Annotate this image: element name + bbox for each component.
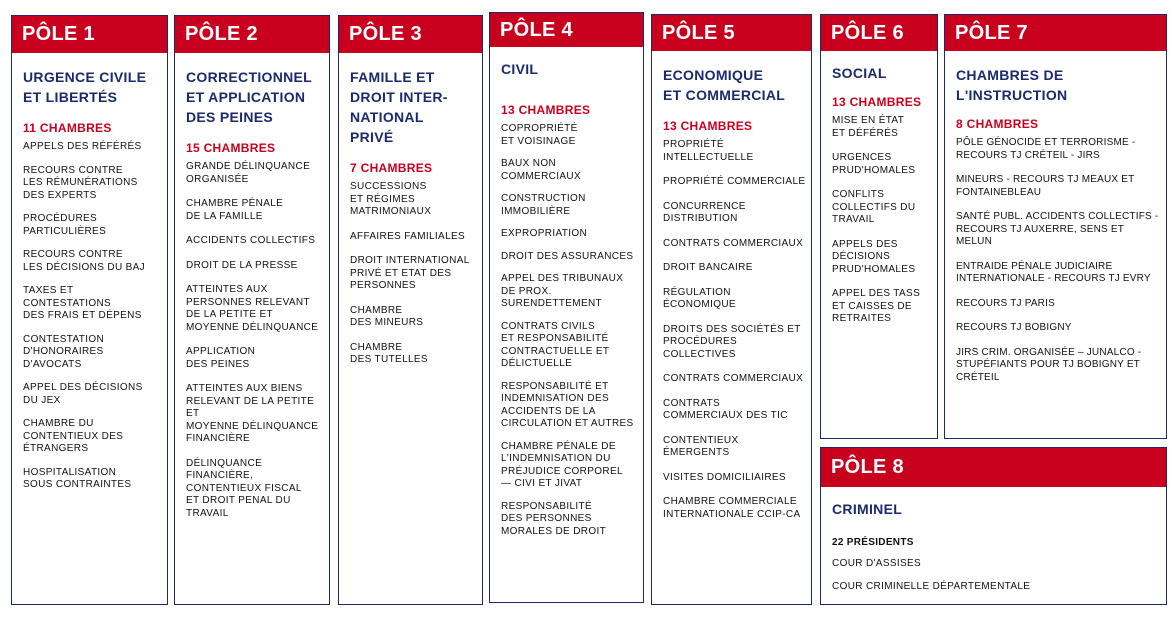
pole-item: BAUX NON COMMERCIAUX bbox=[501, 158, 581, 182]
pole-6-panel bbox=[820, 14, 938, 439]
pole-item: RÉGULATION ÉCONOMIQUE bbox=[663, 286, 736, 310]
pole-header: PÔLE 7 bbox=[945, 15, 1166, 51]
pole-title: SOCIAL bbox=[832, 65, 887, 81]
pole-chamber-count: 13 CHAMBRES bbox=[501, 103, 591, 117]
pole-header: PÔLE 4 bbox=[490, 13, 643, 47]
pole-chamber-count: 15 CHAMBRES bbox=[186, 141, 276, 155]
pole-item: CHAMBRE DES MINEURS bbox=[350, 304, 424, 328]
pole-item-list bbox=[821, 558, 1166, 593]
pole-item: CONTRATS COMMERCIAUX DES TIC bbox=[663, 397, 788, 421]
pole-item: CONSTRUCTION IMMOBILIÈRE bbox=[501, 193, 586, 217]
pole-item: PROPRIÉTÉ INTELLECTUELLE bbox=[663, 139, 754, 163]
pole-title: CORRECTIONNEL ET APPLICATION DES PEINES bbox=[186, 69, 313, 125]
pole-title: FAMILLE ET DROIT INTER- NATIONAL PRIVÉ bbox=[350, 69, 448, 145]
pole-item: DROITS DES SOCIÉTÉS ET PROCÉDURES COLLECTIVES bbox=[663, 323, 801, 360]
pole-item: CONCURRENCE DISTRIBUTION bbox=[663, 200, 746, 224]
pole-1-panel bbox=[11, 15, 168, 605]
pole-2-panel bbox=[174, 15, 330, 605]
pole-item: DROIT DE LA PRESSE bbox=[186, 259, 298, 271]
pole-item: RECOURS TJ BOBIGNY bbox=[956, 322, 1072, 333]
pole-8-panel bbox=[820, 447, 1167, 605]
pole-item: CONTRATS COMMERCIAUX bbox=[663, 373, 804, 384]
pole-item: CONTRATS CIVILS ET RESPONSABILITÉ CONTRACTUELLE ET DÉLICTUELLE bbox=[501, 320, 610, 369]
pole-item-list bbox=[652, 139, 811, 521]
pole-header: PÔLE 1 bbox=[12, 16, 167, 53]
pole-header: PÔLE 5 bbox=[652, 15, 811, 51]
pole-item: APPEL DES TRIBUNAUX DE PROX. SURENDETTEMENT bbox=[501, 273, 624, 309]
pole-item: CONFLITS COLLECTIFS DU TRAVAIL bbox=[832, 189, 916, 225]
pole-item: SUCCESSIONS ET RÉGIMES MATRIMONIAUX bbox=[350, 181, 432, 217]
pole-item: DÉLINQUANCE FINANCIÈRE, CONTENTIEUX FISCAL ET DROIT PENAL DU TRAVAIL bbox=[186, 457, 302, 519]
pole-item-list bbox=[12, 141, 167, 492]
pole-5-panel bbox=[651, 14, 812, 605]
pole-chamber-count: 13 CHAMBRES bbox=[663, 119, 753, 133]
pole-item-list bbox=[175, 161, 329, 520]
pole-item: HOSPITALISATION SOUS CONTRAINTES bbox=[23, 466, 132, 490]
pole-header: PÔLE 3 bbox=[339, 16, 482, 53]
pole-item-list bbox=[821, 115, 937, 326]
pole-7-panel bbox=[944, 14, 1167, 439]
pole-item: APPELS DES DÉCISIONS PRUD'HOMALES bbox=[832, 238, 916, 275]
pole-3-panel bbox=[338, 15, 483, 605]
pole-item: APPLICATION DES PEINES bbox=[186, 346, 256, 370]
pole-item: RECOURS CONTRE LES RÉMUNÉRATIONS DES EXPERTS bbox=[23, 164, 138, 201]
pole-item: CHAMBRE PÉNALE DE LA FAMILLE bbox=[186, 198, 284, 222]
pole-item: COPROPRIÉTÉ ET VOISINAGE bbox=[501, 123, 578, 147]
pole-item: PROCÉDURES PARTICULIÈRES bbox=[23, 213, 107, 237]
pole-president-count: 22 PRÉSIDENTS bbox=[832, 537, 914, 548]
pole-item: MINEURS - RECOURS TJ MEAUX ET FONTAINEBLEAU bbox=[956, 174, 1135, 198]
pole-item: CONTENTIEUX ÉMERGENTS bbox=[663, 434, 739, 458]
pole-item: EXPROPRIATION bbox=[501, 228, 588, 239]
pole-item: APPELS DES RÉFÉRÉS bbox=[23, 141, 142, 152]
pole-item: COUR CRIMINELLE DÉPARTEMENTALE bbox=[832, 580, 1031, 592]
pole-item: APPEL DES TASS ET CAISSES DE RETRAITES bbox=[832, 288, 921, 324]
pole-item: TAXES ET CONTESTATIONS DES FRAIS ET DÉPENS bbox=[23, 285, 142, 321]
pole-item: COUR D'ASSISES bbox=[832, 558, 922, 569]
pole-header: PÔLE 6 bbox=[821, 15, 937, 51]
pole-item: DROIT BANCAIRE bbox=[663, 262, 753, 273]
pole-item: CONTRATS COMMERCIAUX bbox=[663, 237, 804, 249]
pole-item: APPEL DES DÉCISIONS DU JEX bbox=[23, 382, 143, 406]
pole-item-list bbox=[339, 181, 482, 367]
pole-item-list bbox=[945, 137, 1166, 384]
pole-item: PROPRIÉTÉ COMMERCIALE bbox=[663, 176, 806, 187]
pole-item: CHAMBRE DU CONTENTIEUX DES ÉTRANGERS bbox=[23, 418, 124, 454]
pole-item: ACCIDENTS COLLECTIFS bbox=[186, 235, 316, 246]
pole-title: CIVIL bbox=[501, 61, 539, 77]
pole-item: SANTÉ PUBL. ACCIDENTS COLLECTIFS - RECOURS TJ AUXERRE, SENS ET MELUN bbox=[956, 211, 1159, 247]
pole-item: RECOURS TJ PARIS bbox=[956, 297, 1055, 309]
pole-title: CHAMBRES DE L'INSTRUCTION bbox=[956, 67, 1068, 103]
pole-item: VISITES DOMICILIAIRES bbox=[663, 471, 786, 483]
pole-item: RECOURS CONTRE LES DÉCISIONS DU BAJ bbox=[23, 249, 146, 273]
pole-chamber-count: 11 CHAMBRES bbox=[23, 121, 112, 135]
pole-chamber-count: 13 CHAMBRES bbox=[832, 95, 922, 109]
pole-item: GRANDE DÉLINQUANCE ORGANISÉE bbox=[186, 161, 311, 185]
pole-title: URGENCE CIVILE ET LIBERTÉS bbox=[23, 69, 147, 105]
pole-4-panel bbox=[489, 12, 644, 603]
pole-item: RESPONSABILITÉ DES PERSONNES MORALES DE DROIT bbox=[501, 500, 607, 537]
pole-item: CONTESTATION D'HONORAIRES D'AVOCATS bbox=[23, 333, 105, 370]
pole-item: DROIT INTERNATIONAL PRIVÉ ET ETAT DES PERSONNES bbox=[350, 255, 470, 291]
pole-item-list bbox=[490, 123, 643, 538]
pole-chamber-count: 8 CHAMBRES bbox=[956, 117, 1039, 131]
pole-item: CHAMBRE COMMERCIALE INTERNATIONALE CCIP-CA bbox=[663, 496, 801, 520]
pole-item: CHAMBRE PÉNALE DE L'INDEMNISATION DU PRÉJUDICE CORPOREL — CIVI ET JIVAT bbox=[501, 440, 623, 489]
pole-item: ENTRAIDE PÉNALE JUDICIAIRE INTERNATIONALE - RECOURS TJ EVRY bbox=[956, 260, 1151, 284]
pole-item: DROIT DES ASSURANCES bbox=[501, 250, 634, 262]
pole-title: ECONOMIQUE ET COMMERCIAL bbox=[663, 67, 786, 103]
pole-header: PÔLE 2 bbox=[175, 16, 329, 53]
pole-item: CHAMBRE DES TUTELLES bbox=[350, 341, 428, 365]
pole-item: RESPONSABILITÉ ET INDEMNISATION DES ACCIDENTS DE LA CIRCULATION ET AUTRES bbox=[501, 380, 634, 429]
pole-title: CRIMINEL bbox=[832, 501, 903, 517]
pole-chamber-count: 7 CHAMBRES bbox=[350, 161, 433, 175]
pole-item: PÔLE GÉNOCIDE ET TERRORISME - RECOURS TJ CRÉTEIL - JIRS bbox=[956, 137, 1136, 161]
pole-item: ATTEINTES AUX PERSONNES RELEVANT DE LA PETITE ET MOYENNE DÉLINQUANCE bbox=[186, 284, 319, 333]
pole-item: MISE EN ÉTAT ET DÉFÉRÉS bbox=[832, 115, 905, 139]
pole-item: URGENCES PRUD'HOMALES bbox=[832, 152, 916, 176]
pole-item: ATTEINTES AUX BIENS RELEVANT DE LA PETITE ET MOYENNE DÉLINQUANCE FINANCIÈRE bbox=[186, 383, 319, 444]
pole-item: AFFAIRES FAMILIALES bbox=[350, 230, 466, 242]
pole-header: PÔLE 8 bbox=[821, 448, 1166, 487]
pole-item: JIRS CRIM. ORGANISÉE – JUNALCO - STUPÉFIANTS POUR TJ BOBIGNY ET CRÉTEIL bbox=[956, 346, 1142, 383]
